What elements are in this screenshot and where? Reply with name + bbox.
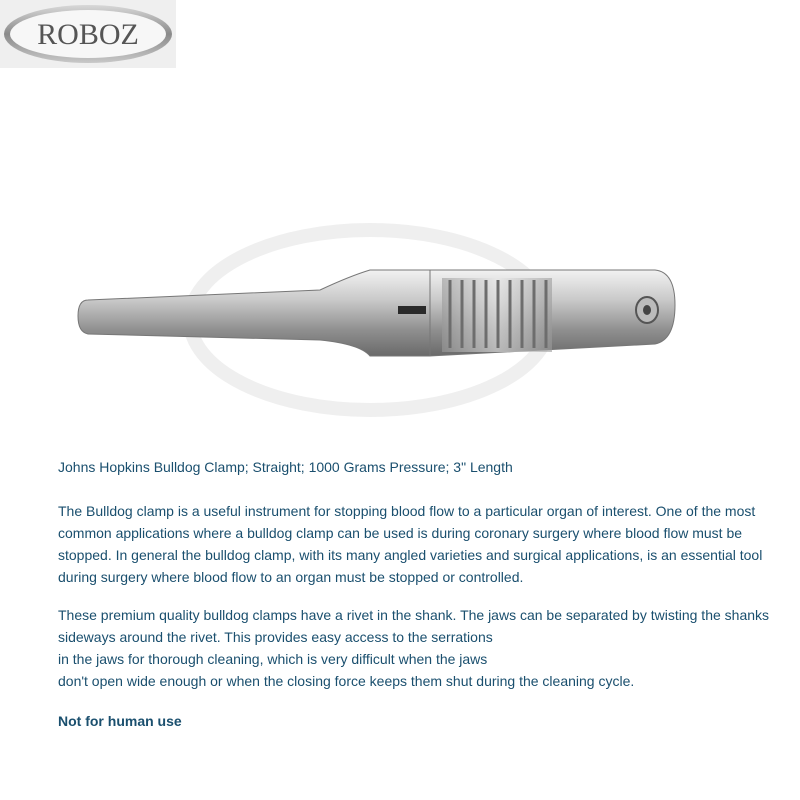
product-description-rivet <box>58 604 770 692</box>
clamp-serrations <box>442 278 552 352</box>
product-title: Johns Hopkins Bulldog Clamp; Straight; 1000 Grams Pressure; 3" Length <box>58 459 513 475</box>
product-content <box>58 456 770 746</box>
product-description: The Bulldog clamp is a useful instrument for stopping blood flow to a particular organ of interest. One of the most common applications where a bulldog clamp can be used is during coronary surgery where blood flow must be stopped. In general the bulldog clamp, with its many angled varieties and surgical applications, is an essential tool during surgery where blood flow to an organ must be stopped or controlled. <box>58 503 763 585</box>
product-image <box>70 220 690 420</box>
description-line: sideways around the rivet. This provides easy access to the serrations <box>58 629 493 645</box>
clamp-shank <box>78 270 430 356</box>
logo-graphic <box>0 0 176 68</box>
logo-text: ROBOZ <box>37 18 139 51</box>
clamp-slot <box>398 306 426 314</box>
description-line: don't open wide enough or when the closing force keeps them shut during the cleaning cycle. <box>58 673 635 689</box>
description-line: These premium quality bulldog clamps have a rivet in the shank. The jaws can be separated by twisting the shanks <box>58 607 770 623</box>
usage-warning: Not for human use <box>58 713 182 729</box>
description-line: in the jaws for thorough cleaning, which is very difficult when the jaws <box>58 651 488 667</box>
brand-logo[interactable] <box>0 0 176 68</box>
